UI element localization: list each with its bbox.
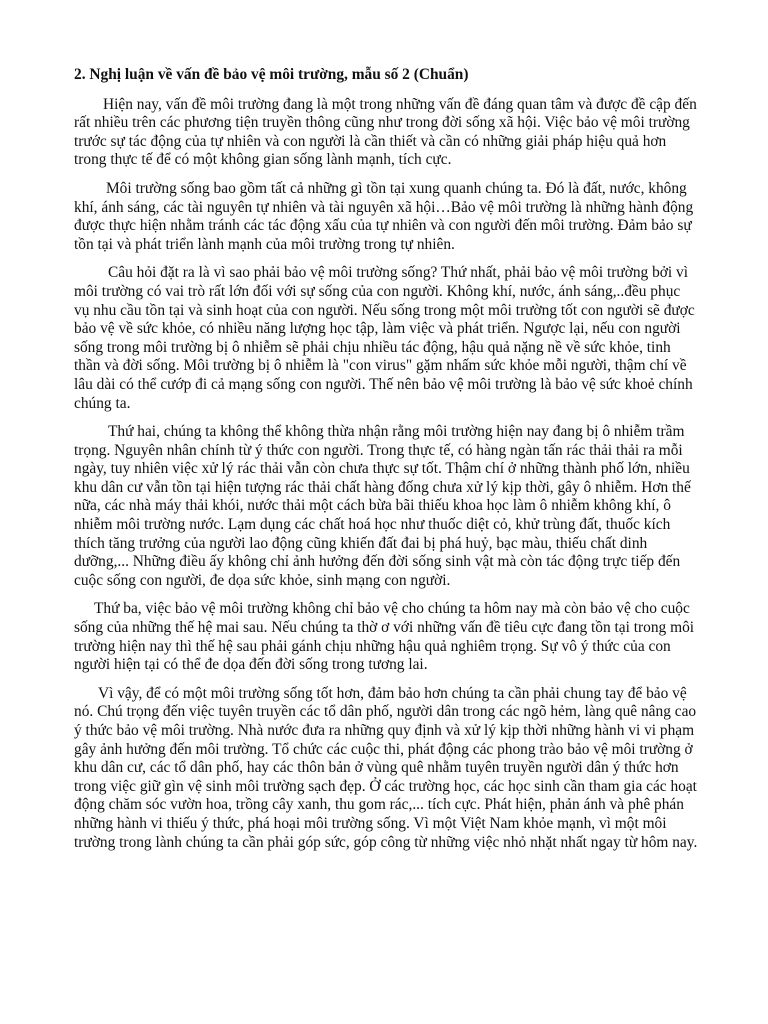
paragraph-6-text: Vì vậy, để có một môi trường sống tốt hơn, đảm bảo hơn chúng ta cần phải chung tay để bảo vệ nó. Chú trọng đến việc tuyên truyền các tổ dân phố, người dân trong các ngõ hẻm, làng quê nâng cao ý thức bảo vệ môi trường. Nhà nước đưa ra những quy định và xử lý kịp thời những hành vi vi phạm gây ảnh hưởng đến môi trường. Tổ chức các cuộc thi, phát động các phong trào bảo vệ môi trường ở khu dân cư, các tổ dân phố, hay các thôn bản ở vùng quê nhằm tuyên truyền người dân ý thức hơn trong việc giữ gìn vệ sinh môi trường sạch đẹp. Ở các trường học, các học sinh cần tham gia các hoạt động chăm sóc vườn hoa, trồng cây xanh, thu gom rác,... tích cực. Phát hiện, phản ánh và phê phán những hành vi thiếu ý thức, phá hoại môi trường sống. Vì một Việt Nam khỏe mạnh, vì một môi trường trong lành chúng ta cần phải góp sức, góp công từ những việc nhỏ nhặt nhất ngay từ hôm nay. (74, 684, 698, 851)
paragraph-3 (74, 264, 698, 413)
paragraph-4-text: Thứ hai, chúng ta không thể không thừa nhận rằng môi trường hiện nay đang bị ô nhiễm trầm trọng. Nguyên nhân chính từ ý thức con người. Trong thực tế, có hàng ngàn tấn rác thải thải ra mỗi ngày, tuy nhiên việc xử lý rác thải vẫn còn chưa thực sự tốt. Thậm chí ở những thành phố lớn, nhiều khu dân cư vẫn tồn tại hiện tượng rác thải chất hàng đống chưa xử lý kịp thời, gây ô nhiễm. Hơn thế nữa, các nhà máy thải khói, nước thải một cách bừa bãi thiếu khoa học làm ô nhiễm không khí, ô nhiễm môi trường nước. Lạm dụng các chất hoá học như thuốc diệt cỏ, khử trùng đất, thuốc kích thích tăng trưởng của người lao động cũng khiến đất đai bị phá huỷ, bạc màu, thiếu chất dinh dưỡng,... Những điều ấy không chỉ ảnh hưởng đến đời sống sinh vật mà còn tác động trực tiếp đến cuộc sống con người, đe dọa sức khỏe, sinh mạng con người. (74, 423, 691, 589)
paragraph-5 (74, 600, 698, 674)
paragraph-6 (74, 685, 698, 852)
paragraph-2-text: Môi trường sống bao gồm tất cả những gì tồn tại xung quanh chúng ta. Đó là đất, nước, không khí, ánh sáng, các tài nguyên tự nhiên và tài nguyên xã hội…Bảo vệ môi trường là những hành động được thực hiện nhằm tránh các tác động xấu của tự nhiên và con người đến môi trường. Đảm bảo sự tồn tại và phát triển lành mạnh của môi trường trong tự nhiên. (74, 179, 694, 253)
document-page (74, 66, 698, 862)
document-title: 2. Nghị luận về vấn đề bảo vệ môi trường, mẫu số 2 (Chuẩn) (74, 66, 469, 83)
paragraph-5-text: Thứ ba, việc bảo vệ môi trường không chỉ bảo vệ cho chúng ta hôm nay mà còn bảo vệ cho cuộc sống của những thế hệ mai sau. Nếu chúng ta thờ ơ với những vấn đề tiêu cực đang tồn tại trong môi trường hiện nay thì thế hệ sau phải gánh chịu những hậu quả nghiêm trọng. Sự vô ý thức của con người hiện tại có thể đe dọa đến đời sống trong tương lai. (74, 600, 695, 674)
paragraph-2 (74, 180, 698, 254)
paragraph-3-text: Câu hỏi đặt ra là vì sao phải bảo vệ môi trường sống? Thứ nhất, phải bảo vệ môi trường bởi vì môi trường có vai trò rất lớn đối với sự sống của con người. Không khí, nước, ánh sáng,..đều phục vụ nhu cầu tồn tại và sinh hoạt của con người. Nếu sống trong một môi trường tốt con người sẽ được bảo vệ về sức khỏe, có nhiều năng lượng học tập, làm việc và phát triển. Ngược lại, nếu con người sống trong môi trường bị ô nhiễm sẽ phải chịu nhiều tác động, hậu quả nặng nề về sức khỏe, tinh thần và đời sống. Môi trường bị ô nhiễm là "con virus" gặm nhấm sức khỏe mỗi người, thậm chí về lâu dài có thể cướp đi cả mạng sống con người. Thế nên bảo vệ môi trường là bảo vệ sức khoẻ chính chúng ta. (74, 264, 695, 412)
paragraph-1 (74, 96, 698, 170)
paragraph-4 (74, 423, 698, 590)
paragraph-1-text: Hiện nay, vấn đề môi trường đang là một trong những vấn đề đáng quan tâm và được đề cập đến rất nhiều trên các phương tiện truyền thông cũng như trong đời sống xã hội. Việc bảo vệ môi trường trước sự tác động của tự nhiên và con người là cần thiết và cần có những giải pháp hiệu quả hơn trong thực tế để có một không gian sống lành mạnh, tích cực. (74, 95, 697, 169)
